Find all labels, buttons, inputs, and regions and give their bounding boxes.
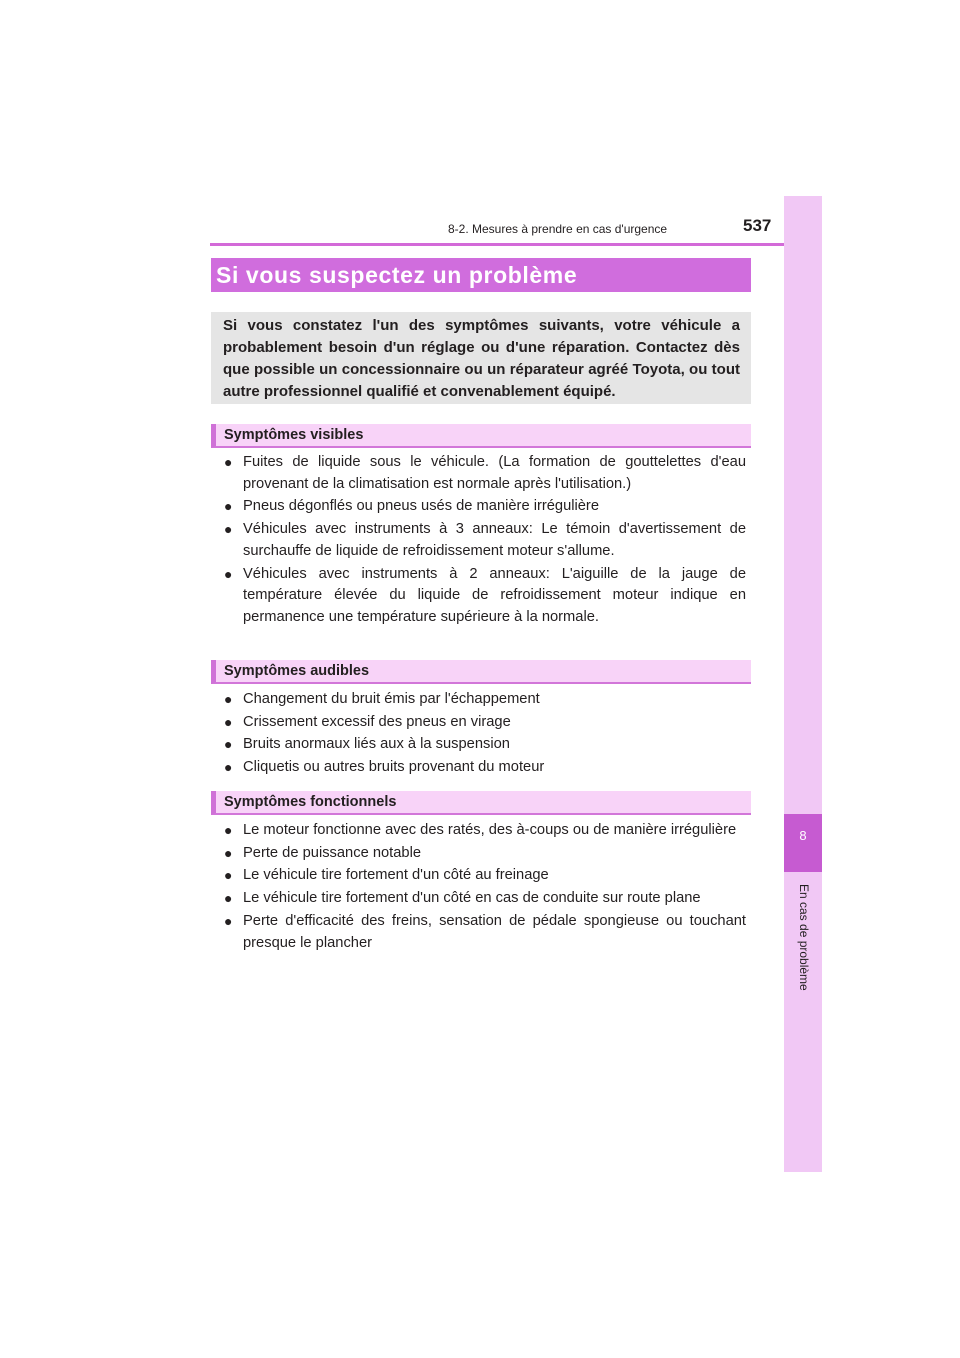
bullet-icon: ● (224, 890, 233, 907)
list-item (224, 820, 746, 842)
list-item (224, 865, 746, 887)
list-item-text: Pneus dégonflés ou pneus usés de manière irrégulière (243, 498, 599, 515)
section-heading-visible: Symptômes visibles (211, 424, 751, 448)
intro-box: Si vous constatez l'un des symptômes suivants, votre véhicule a probablement besoin d'un réglage ou d'une réparation. Contactez dès que possible un concessionnaire ou un réparateur agréé Toyota, ou tout autre professionnel qualifié et convenablement équipé. (211, 312, 751, 404)
list-item-text: Perte de puissance notable (243, 844, 422, 861)
list-item-text: Le véhicule tire fortement d'un côté en cas de conduite sur route plane (243, 890, 701, 907)
list-functional-symptoms (224, 820, 746, 955)
chapter-label: En cas de problème (797, 884, 811, 991)
list-item-text: Changement du bruit émis par l'échappement (243, 691, 540, 707)
bullet-icon: ● (224, 565, 233, 582)
bullet-icon: ● (224, 713, 233, 730)
bullet-icon: ● (224, 736, 233, 753)
list-item-text: Le moteur fonctionne avec des ratés, des à-coups ou de manière irrégulière (243, 822, 737, 838)
bullet-icon: ● (224, 912, 233, 929)
chapter-number-box (784, 814, 822, 872)
list-item (224, 911, 746, 955)
page-number: 537 (743, 216, 772, 235)
list-item (224, 712, 746, 734)
list-item (224, 564, 746, 629)
bullet-icon: ● (224, 521, 233, 538)
section-heading-functional: Symptômes fonctionnels (211, 791, 751, 815)
list-item-text: Crissement excessif des pneus en virage (243, 713, 511, 730)
list-item-text: Bruits anormaux liés aux à la suspension (243, 736, 510, 753)
bullet-icon: ● (224, 822, 233, 838)
bullet-icon: ● (224, 867, 233, 884)
page-title: Si vous suspectez un problème (211, 258, 751, 292)
bullet-icon: ● (224, 844, 233, 861)
list-item (224, 452, 746, 496)
section-heading-audible: Symptômes audibles (211, 660, 751, 684)
list-item (224, 496, 746, 518)
list-item (224, 757, 746, 779)
list-item-text: Fuites de liquide sous le véhicule. (La formation de gouttelettes d'eau provenant de la climatisation est normale après l'utilisation.) (243, 454, 746, 492)
list-visible-symptoms (224, 452, 746, 630)
list-item-text: Cliquetis ou autres bruits provenant du moteur (243, 759, 545, 776)
bullet-icon: ● (224, 759, 233, 776)
list-item (224, 519, 746, 563)
list-item (224, 888, 746, 910)
header-rule (210, 243, 822, 246)
list-item (224, 734, 746, 756)
chapter-number: 8 (799, 828, 807, 843)
list-item (224, 843, 746, 865)
chapter-side-tab[interactable] (784, 196, 822, 1172)
list-item (224, 689, 746, 711)
list-item-text: Véhicules avec instruments à 3 anneaux: Le témoin d'avertissement de surchauffe de liquide de refroidissement moteur s'allume. (243, 521, 746, 559)
list-item-text: Perte d'efficacité des freins, sensation de pédale spongieuse ou touchant presque le plancher (243, 912, 746, 951)
list-item-text: Le véhicule tire fortement d'un côté au freinage (243, 867, 549, 884)
section-reference: 8-2. Mesures à prendre en cas d'urgence (448, 222, 668, 236)
list-audible-symptoms (224, 689, 746, 780)
bullet-icon: ● (224, 498, 233, 515)
list-item-text: Véhicules avec instruments à 2 anneaux: L'aiguille de la jauge de température élevée du liquide de refroidissement moteur indique en permanence une température supérieure à la normale. (243, 565, 746, 626)
bullet-icon: ● (224, 454, 233, 470)
bullet-icon: ● (224, 691, 233, 707)
